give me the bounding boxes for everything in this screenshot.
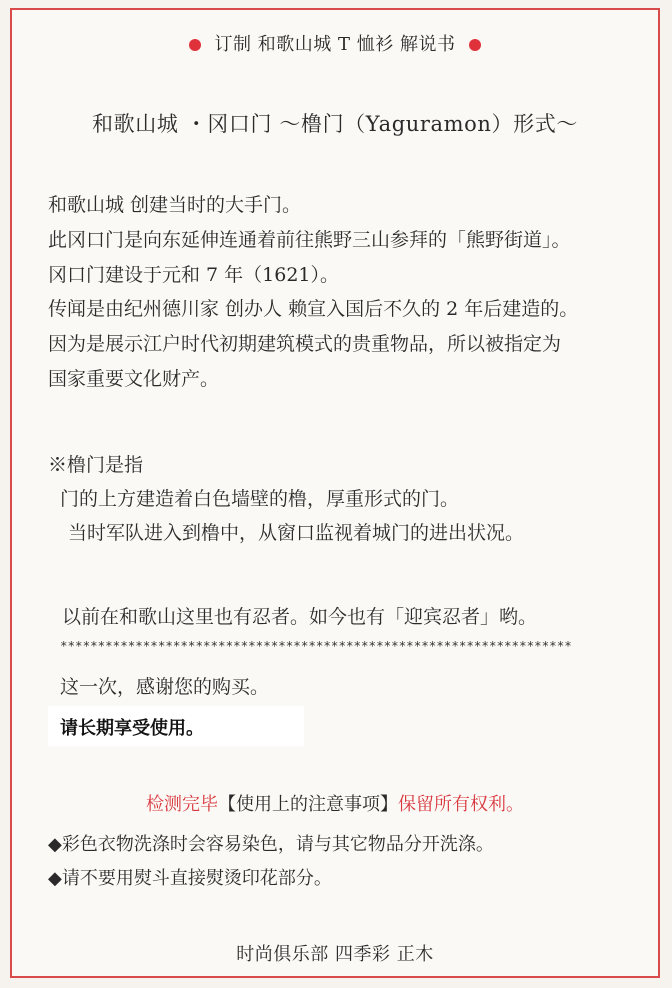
- note-heading: ※橹门是指: [48, 454, 144, 476]
- caution-rights: 保留所有权利。: [398, 794, 524, 815]
- note-line: 当时军队进入到橹中，从窗口监视着城门的进出状况。: [68, 522, 525, 544]
- caution-title: [12, 790, 658, 816]
- note-line: 门的上方建造着白色墙壁的橹，厚重形式的门。: [60, 488, 460, 510]
- description-line: 冈口门建设于元和 7 年（1621）。: [48, 263, 340, 286]
- document-frame: [10, 8, 660, 978]
- care-item: ◆请不要用熨斗直接熨烫印花部分。: [48, 868, 332, 889]
- star-separator: ********************************************************************: [60, 638, 572, 653]
- header-text: 订制 和歌山城 T 恤衫 解说书: [214, 34, 456, 55]
- yaguramon-note: [48, 448, 648, 550]
- description-line: 因为是展示江户时代初期建筑模式的贵重物品，所以被指定为: [48, 333, 562, 356]
- caution-inspected: 检测完毕: [146, 794, 218, 815]
- description-line: 传闻是由纪州德川家 创办人 赖宣入国后不久的 2 年后建造的。: [48, 298, 579, 321]
- description-line: 和歌山城 创建当时的大手门。: [48, 194, 302, 216]
- description-line: 国家重要文化财产。: [48, 367, 220, 390]
- description-line: 此冈口门是向东延伸连通着前往熊野三山参拜的「熊野街道」。: [48, 228, 571, 251]
- description-block: [48, 188, 658, 397]
- header: [12, 30, 658, 56]
- document-title: 和歌山城 ・冈口门 〜橹门（Yaguramon）形式〜: [92, 112, 578, 136]
- red-dot-left-icon: [189, 39, 201, 51]
- footer-signature: 时尚俱乐部 四季彩 正木: [236, 944, 434, 965]
- care-item: ◆彩色衣物洗涤时会容易染色，请与其它物品分开洗涤。: [48, 834, 494, 855]
- red-dot-right-icon: [469, 39, 481, 51]
- thanks-line: 这一次，感谢您的购买。: [60, 676, 270, 698]
- enjoy-line: 请长期享受使用。: [60, 718, 204, 739]
- ninja-line: 以前在和歌山这里也有忍者。如今也有「迎宾忍者」哟。: [62, 606, 538, 628]
- caution-heading: 【使用上的注意事项】: [218, 794, 398, 815]
- care-instructions: [48, 828, 494, 896]
